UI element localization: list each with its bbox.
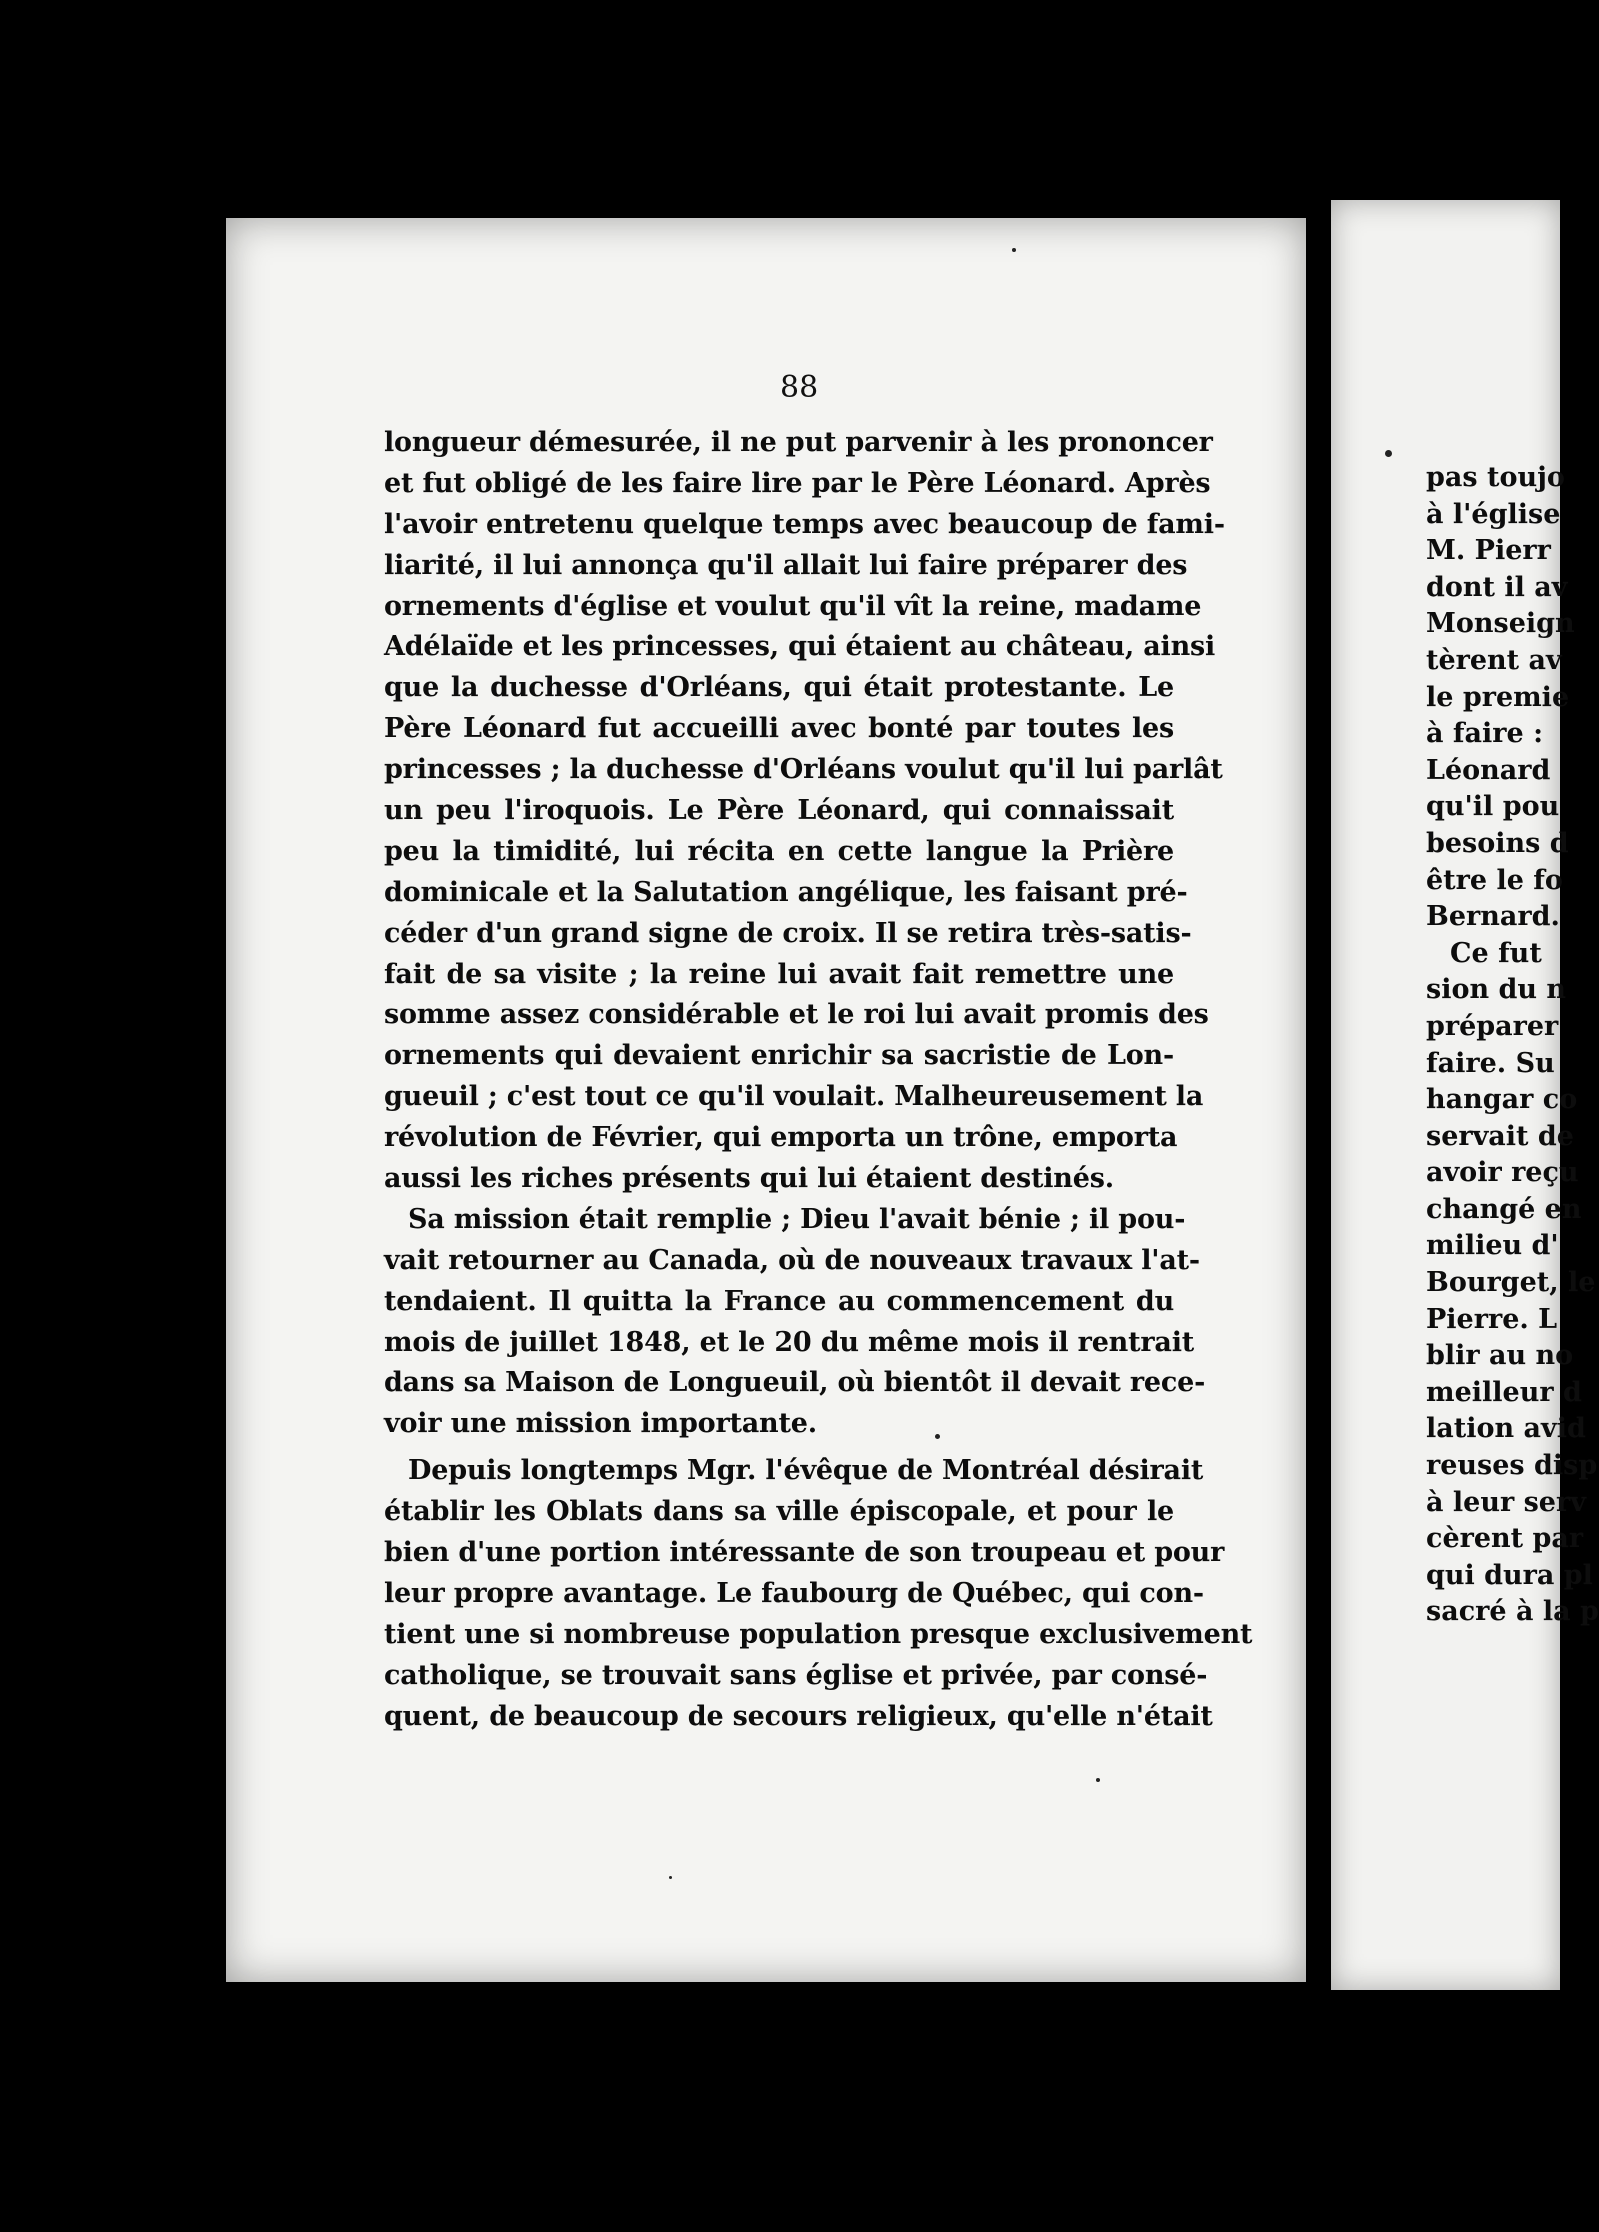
- text-line: liarité, il lui annonça qu'il allait lui faire préparer des: [384, 549, 1188, 581]
- text-line: besoins d: [1426, 827, 1569, 859]
- text-line: meilleur d: [1426, 1376, 1582, 1408]
- text-line: dans sa Maison de Longueuil, où bientôt il devait rece-: [384, 1367, 1206, 1399]
- text-line: changé en: [1426, 1193, 1582, 1225]
- text-line: servait de: [1426, 1120, 1574, 1152]
- text-line: Ce fut: [1450, 937, 1542, 969]
- text-line: hangar co: [1426, 1084, 1578, 1116]
- text-line: à leur serv: [1426, 1486, 1586, 1518]
- text-line: reuses disp: [1426, 1450, 1598, 1482]
- text-line: et fut obligé de les faire lire par le Père Léonard. Après: [384, 467, 1211, 499]
- text-line: faire. Su: [1426, 1047, 1555, 1079]
- text-line: catholique, se trouvait sans église et privée, par consé-: [384, 1659, 1208, 1691]
- text-line: longueur démesurée, il ne put parvenir à les prononcer: [384, 427, 1213, 458]
- text-line: mois de juillet 1848, et le 20 du même mois il rentrait: [384, 1326, 1195, 1358]
- text-line: qui dura pl: [1426, 1559, 1593, 1591]
- text-line: ornements d'église et voulut qu'il vît la reine, madame: [384, 590, 1202, 622]
- text-line: tèrent av: [1426, 644, 1562, 676]
- text-line: milieu d': [1426, 1230, 1559, 1262]
- text-line: lation avid: [1426, 1413, 1586, 1445]
- text-line: Depuis longtemps Mgr. l'évêque de Montréal désirait: [408, 1455, 1204, 1487]
- text-line: dominicale et la Salutation angélique, les faisant pré-: [384, 876, 1188, 908]
- left-page-text: [384, 423, 1253, 1738]
- text-line: blir au no: [1426, 1340, 1574, 1372]
- text-line: préparer: [1426, 1010, 1559, 1042]
- text-line: Père Léonard fut accueilli avec bonté par toutes les: [384, 713, 1174, 745]
- text-line: Pierre. L: [1426, 1303, 1558, 1335]
- text-line: bien d'une portion intéressante de son troupeau et pour: [384, 1537, 1225, 1569]
- text-line: tendaient. Il quitta la France au commencement du: [384, 1285, 1174, 1317]
- text-line: dont il av: [1426, 571, 1568, 603]
- text-line: un peu l'iroquois. Le Père Léonard, qui connaissait: [384, 795, 1174, 827]
- scan-speck: [935, 1434, 940, 1439]
- text-line: établir les Oblats dans sa ville épiscopale, et pour le: [384, 1496, 1174, 1528]
- text-line: à l'église: [1426, 498, 1561, 530]
- text-line: à faire :: [1426, 718, 1544, 750]
- text-line: Bourget, le: [1426, 1267, 1596, 1299]
- scan-speck: [1096, 1778, 1100, 1782]
- text-line: tient une si nombreuse population presque exclusivement: [384, 1618, 1253, 1650]
- text-line: ornements qui devaient enrichir sa sacristie de Lon-: [384, 1040, 1174, 1072]
- text-line: aussi les riches présents qui lui étaient destinés.: [384, 1163, 1114, 1195]
- text-line: voir une mission importante.: [384, 1408, 817, 1440]
- text-line: M. Pierr: [1426, 535, 1551, 567]
- page-number: 88: [780, 370, 819, 405]
- text-line: princesses ; la duchesse d'Orléans voulut qu'il lui parlât: [384, 754, 1223, 786]
- scan-speck: [1012, 248, 1016, 252]
- text-line: céder d'un grand signe de croix. Il se retira très-satis-: [384, 917, 1192, 949]
- text-line: vait retourner au Canada, où de nouveaux travaux l'at-: [384, 1244, 1200, 1276]
- scan-speck: [1385, 450, 1392, 457]
- text-line: Monseign: [1426, 608, 1575, 640]
- text-line: somme assez considérable et le roi lui avait promis des: [384, 999, 1209, 1031]
- text-line: être le fo: [1426, 864, 1563, 896]
- right-page-text: [1426, 460, 1599, 1631]
- text-line: l'avoir entretenu quelque temps avec beaucoup de fami-: [384, 508, 1225, 540]
- text-line: Adélaïde et les princesses, qui étaient au château, ainsi: [384, 631, 1216, 663]
- text-line: leur propre avantage. Le faubourg de Québec, qui con-: [384, 1577, 1204, 1609]
- text-line: cèrent par: [1426, 1523, 1584, 1555]
- text-line: le premie: [1426, 681, 1570, 713]
- text-line: sion du n: [1426, 974, 1567, 1006]
- text-line: que la duchesse d'Orléans, qui était protestante. Le: [384, 672, 1174, 704]
- text-line: gueuil ; c'est tout ce qu'il voulait. Malheureusement la: [384, 1081, 1204, 1113]
- text-line: révolution de Février, qui emporta un trône, emporta: [384, 1122, 1178, 1154]
- text-line: qu'il pou: [1426, 791, 1560, 823]
- text-line: avoir reçu: [1426, 1157, 1579, 1189]
- right-page-fragment: [1331, 200, 1599, 1990]
- text-line: sacré à la p: [1426, 1596, 1599, 1628]
- text-line: quent, de beaucoup de secours religieux, qu'elle n'était: [384, 1700, 1213, 1732]
- text-line: Léonard: [1426, 754, 1551, 786]
- text-line: Bernard.: [1426, 901, 1560, 933]
- text-line: Sa mission était remplie ; Dieu l'avait bénie ; il pou-: [408, 1203, 1186, 1235]
- text-line: fait de sa visite ; la reine lui avait fait remettre une: [384, 958, 1174, 990]
- scan-speck: [669, 1876, 672, 1879]
- left-page: [226, 218, 1306, 1982]
- text-line: pas toujo: [1426, 462, 1565, 493]
- text-line: peu la timidité, lui récita en cette langue la Prière: [384, 835, 1174, 867]
